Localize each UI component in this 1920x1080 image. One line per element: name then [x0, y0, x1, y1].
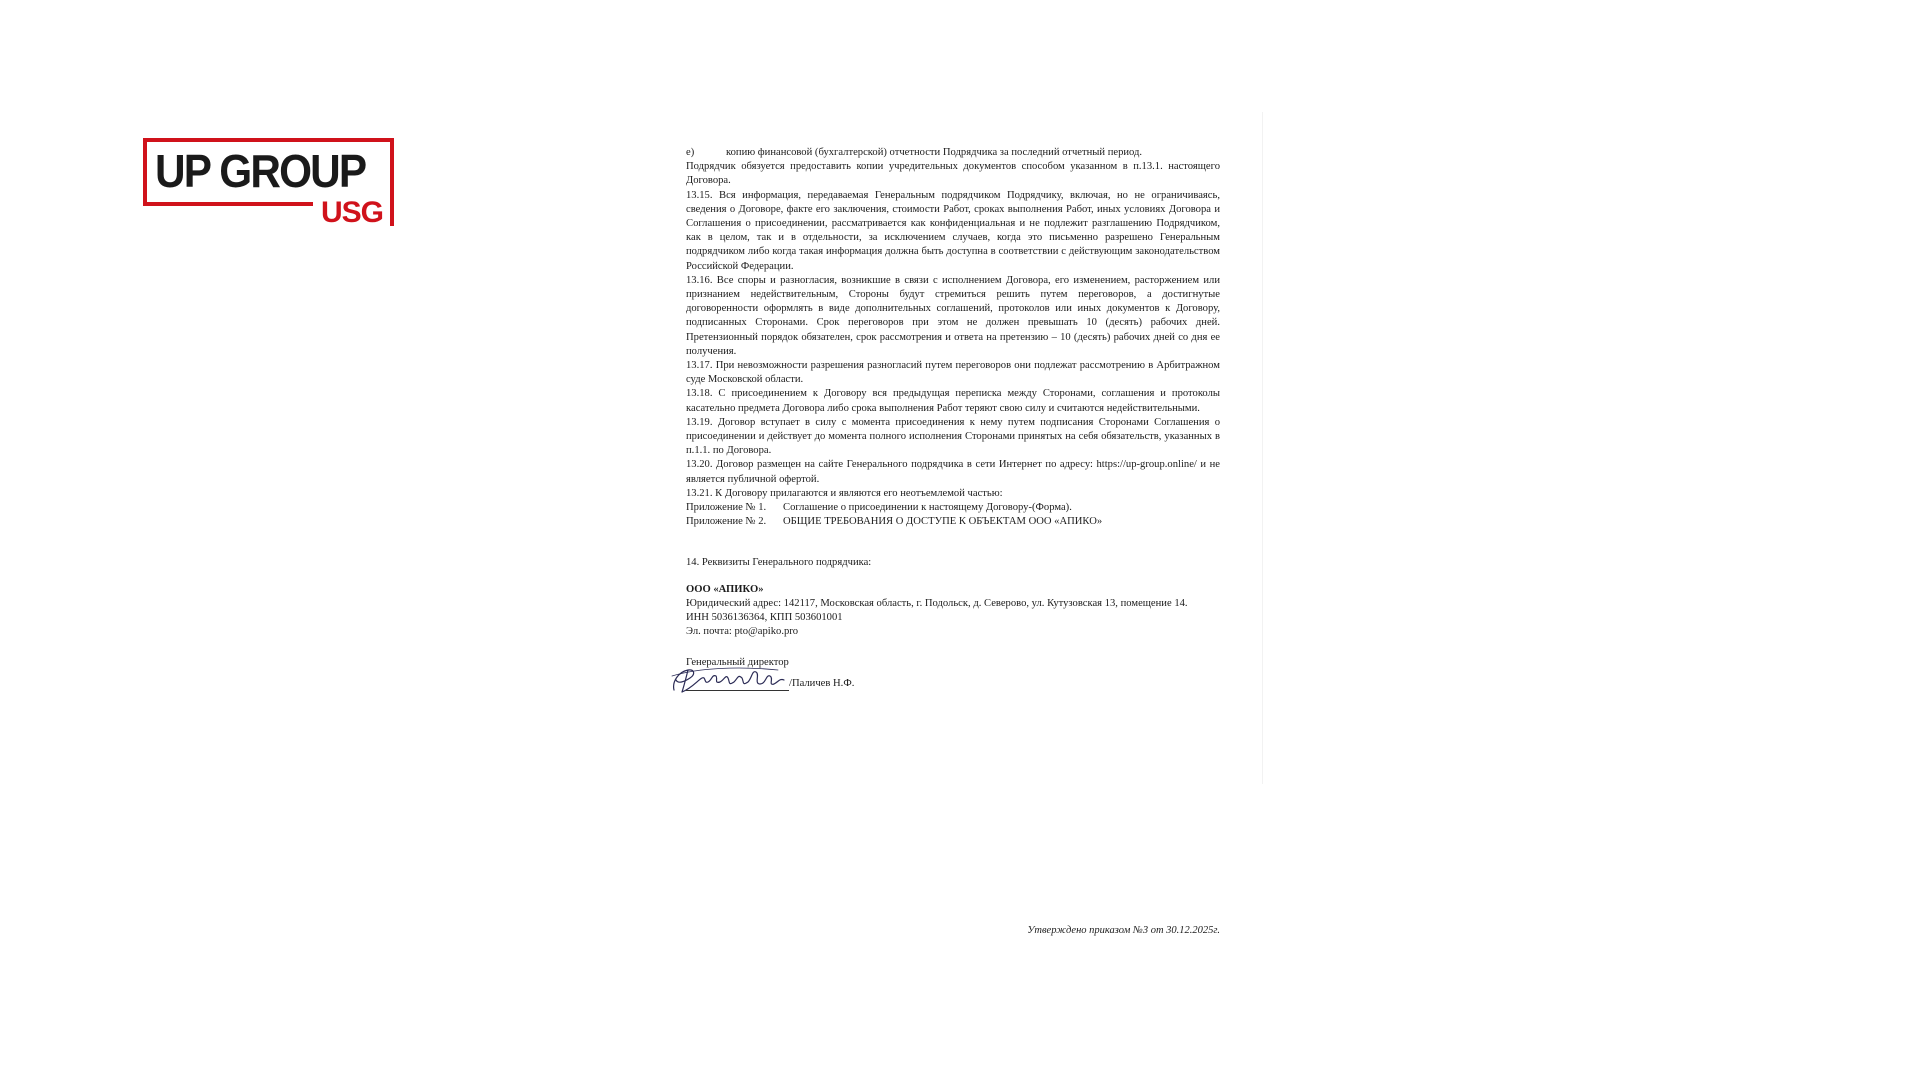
- appendix-2: [686, 515, 1220, 529]
- appendix-1-number: Приложение № 1.: [686, 502, 767, 514]
- logo-main-text: UP GROUP: [155, 145, 366, 197]
- paragraph-13-17: 13.17. При невозможности разрешения разногласий путем переговоров они подлежат рассмотрению в Арбитражном суде Московской области.: [686, 360, 1220, 386]
- company-name: ООО «АПИКО»: [686, 583, 764, 595]
- director-name: /Паличев Н.Ф.: [789, 677, 855, 689]
- appendix-1-text: Соглашение о присоединении к настоящему Договору-(Форма).: [783, 502, 1072, 514]
- paragraph-13-20: 13.20. Договор размещен на сайте Генерального подрядчика в сети Интернет по адресу: https://up-group.online/ и не является публичной офертой.: [686, 459, 1220, 485]
- paragraph-13-18: 13.18. С присоединением к Договору вся предыдущая переписка между Сторонами, соглашения и протоколы касательно предмета Договора либо срока выполнения Работ теряют свою силу и считаются недействительными.: [686, 388, 1220, 414]
- logo-frame-right: [390, 202, 394, 226]
- legal-address: Юридический адрес: 142117, Московская область, г. Подольск, д. Северово, ул. Кутузовская 13, помещение 14.: [686, 597, 1188, 609]
- director-title: Генеральный директор: [686, 656, 789, 668]
- appendix-2-number: Приложение № 2.: [686, 516, 767, 528]
- inn-kpp: ИНН 5036136364, КПП 503601001: [686, 612, 843, 624]
- logo-sub-text: USG: [321, 196, 384, 229]
- signature-line: [686, 690, 789, 691]
- paragraph-13-19: 13.19. Договор вступает в силу с момента присоединения к нему путем подписания Сторонами Соглашения о присоединении и действует до момента полного исполнения Сторонами принятых на себя обязательств, указанных в п.1.1. по Договора.: [686, 416, 1220, 457]
- item-e-marker: е): [686, 147, 695, 158]
- requisites-heading: 14. Реквизиты Генерального подрядчика:: [686, 557, 872, 569]
- director-block: [686, 656, 1220, 696]
- approval-note: Утверждено приказом №3 от 30.12.2025г.: [1027, 925, 1220, 936]
- appendix-2-text: ОБЩИЕ ТРЕБОВАНИЯ О ДОСТУПЕ К ОБЪЕКТАМ ООО «АПИКО»: [783, 516, 1103, 528]
- document-scan: [686, 146, 1220, 696]
- email: Эл. почта: pto@apiko.pro: [686, 626, 799, 638]
- logo-frame-bottom: [143, 202, 313, 206]
- paragraph-13-15: 13.15. Вся информация, передаваемая Генеральным подрядчиком Подрядчику, включая, но не ограничиваясь, сведения о Договоре, факте его заключения, стоимости Работ, сроках выполнения Работ, иных условиях Договора и Соглашения о присоединении, рассматривается как конфиденциальная и не подлежит разглашению Подрядчиком, как в целом, так и в отдельности, за исключением случаев, когда это письменно разрешено Генеральным подрядчиком либо когда такая информация должна быть доступна в соответствии с действующим законодательством Российской Федерации.: [686, 189, 1220, 272]
- paragraph-13-21: 13.21. К Договору прилагаются и являются его неотъемлемой частью:: [686, 487, 1003, 499]
- paragraph-13-16: 13.16. Все споры и разногласия, возникшие в связи с исполнением Договора, его изменением, расторжением или признанием недействительным, Стороны будут стремиться решить путем переговоров, а достигнутые договоренности оформлять в виде дополнительных соглашений, протоколов или иных документов к Договору, подписанных Сторонами. Срок переговоров при этом не должен превышать 10 (десять) рабочих дней. Претензионный порядок обязателен, срок рассмотрения и ответа на претензию – 10 (десять) рабочих дней со дня ее получения.: [686, 274, 1220, 357]
- appendix-1: [686, 501, 1220, 515]
- item-e-text: копию финансовой (бухгалтерской) отчетности Подрядчика за последний отчетный период.: [726, 147, 1143, 158]
- company-logo: [143, 138, 394, 232]
- scan-edge: [1262, 112, 1263, 784]
- item-e: [686, 146, 1220, 160]
- paragraph-obligation: Подрядчик обязуется предоставить копии учредительных документов способом указанном в п.13.1. настоящего Договора.: [686, 161, 1220, 187]
